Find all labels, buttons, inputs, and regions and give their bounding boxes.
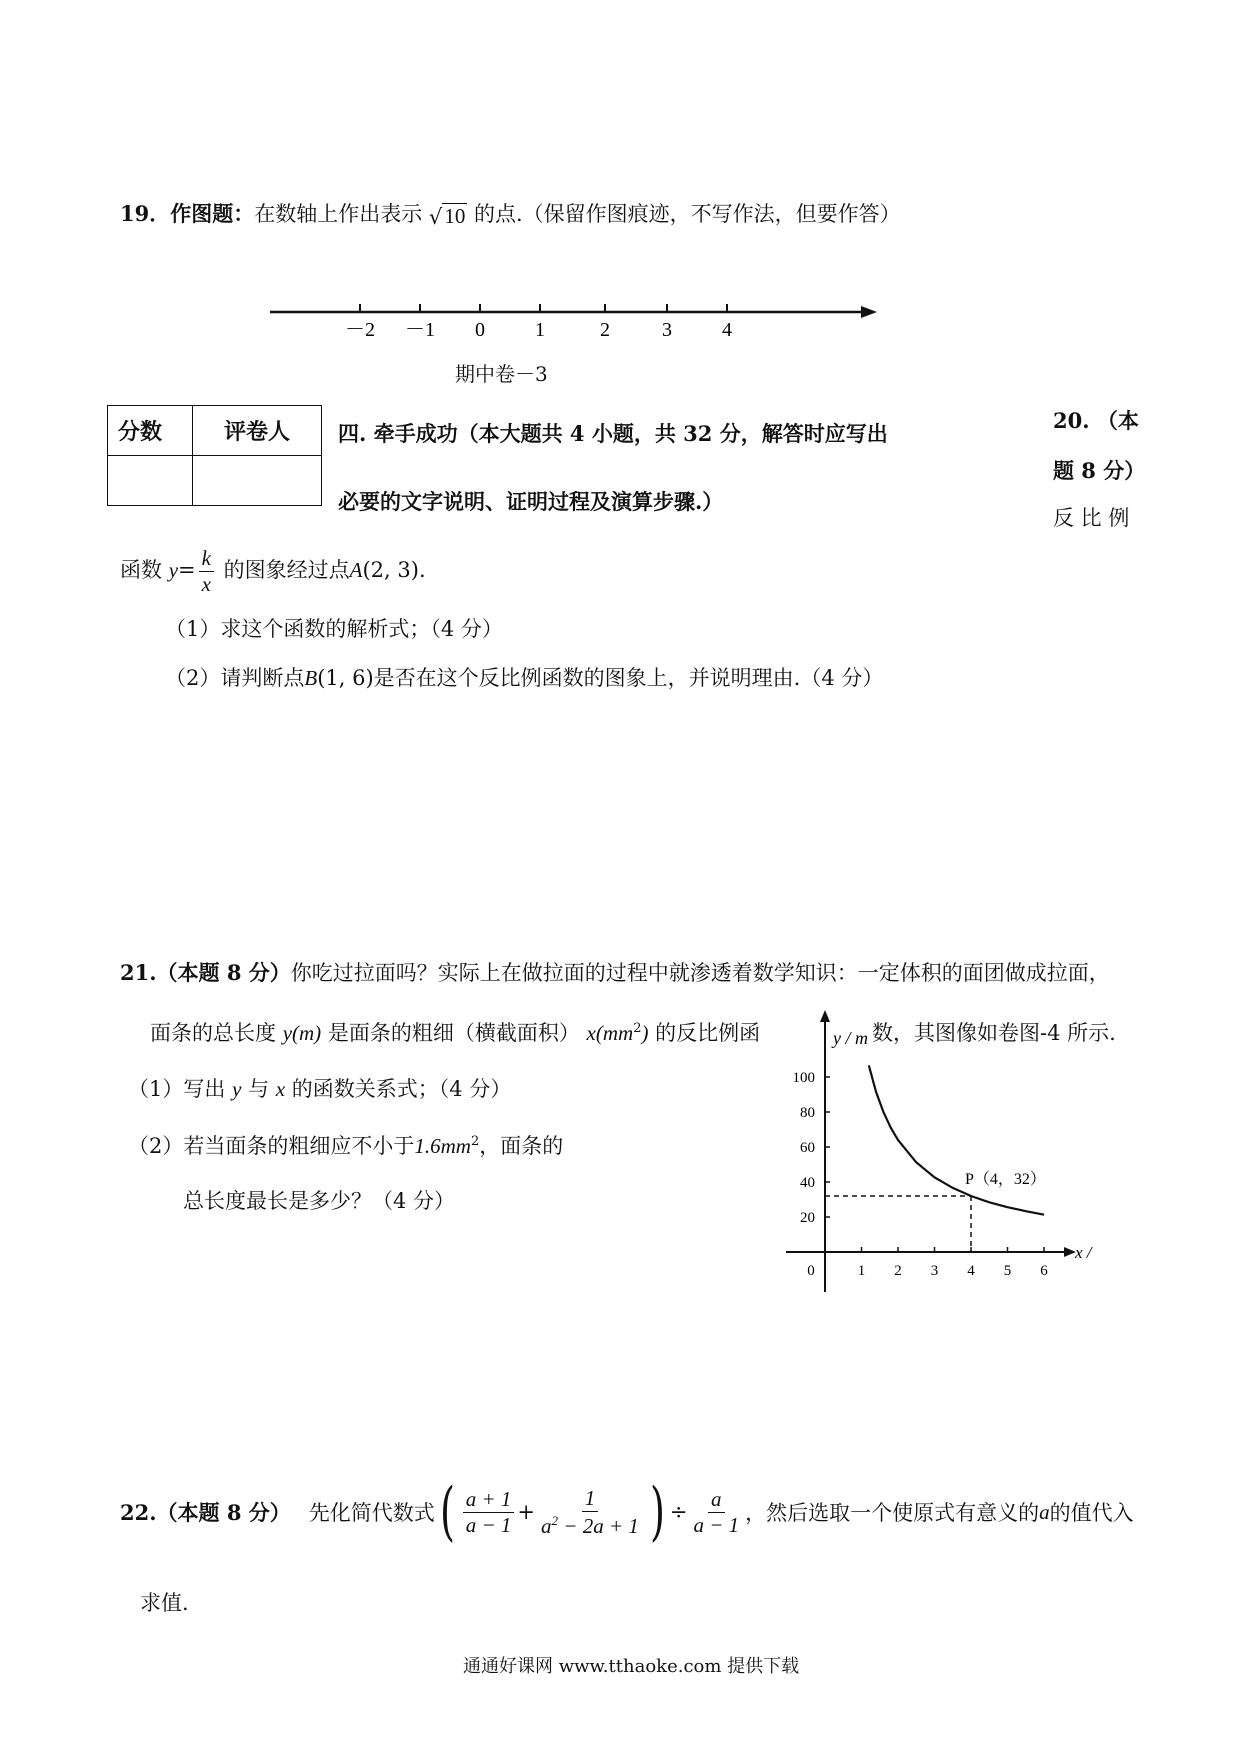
q21-score: （本题 8 分） <box>156 960 291 985</box>
q21-part2 <box>128 1130 563 1160</box>
number-line-label: 3 <box>662 319 672 341</box>
q21-l2c: 的反比例函 <box>655 1021 761 1045</box>
y-axis-arrow-icon <box>820 1010 830 1022</box>
sqrt-10 <box>429 203 467 229</box>
f1-den: a − 1 <box>465 1512 512 1537</box>
y-tick-label: 40 <box>800 1175 815 1191</box>
q21-part1 <box>128 1073 511 1103</box>
var-a: a <box>1039 1499 1050 1524</box>
q20-side-line1: 20. （本 <box>1053 408 1139 433</box>
q21-l2a: 面条的总长度 <box>150 1021 276 1045</box>
x-tick-label: 4 <box>967 1263 975 1279</box>
q20-p2-post: 是否在这个反比例函数的图象上，并说明理由.（4 分） <box>373 666 884 690</box>
y-axis-label: y / m <box>833 1028 868 1048</box>
q20-stmt-end: . <box>418 558 426 582</box>
f2-den-b: − 2a + 1 <box>558 1513 639 1538</box>
fraction-a-over-a-minus-1 <box>690 1486 742 1537</box>
fraction-numerator: k <box>199 548 214 572</box>
grader-cell[interactable] <box>193 456 322 506</box>
footer: 通通好课网 www.tthaoke.com 提供下载 <box>463 1656 800 1677</box>
q21-number: 21. <box>120 960 157 985</box>
grader-label: 评卷人 <box>193 406 322 456</box>
fraction-k-over-x <box>199 548 214 595</box>
y-tick-label: 100 <box>792 1070 815 1086</box>
f2-den-exp: 2 <box>551 1512 559 1528</box>
q22-line2: 求值. <box>140 1591 189 1615</box>
q21-p2-post: ，面条的 <box>479 1134 564 1158</box>
q22-number: 22. <box>120 1499 157 1525</box>
y-tick-label: 20 <box>800 1210 815 1226</box>
inverse-function-chart <box>770 1000 1100 1300</box>
q20-part2 <box>165 662 883 692</box>
var-y: y <box>282 1021 293 1045</box>
number-line <box>265 296 885 346</box>
radicand: 10 <box>444 203 466 228</box>
point-b-coords: (1, 6) <box>317 666 374 690</box>
q21-text1: 你吃过拉面吗？实际上在做拉面的过程中就渗透着数学知识：一定体积的面团做成拉面， <box>290 961 1110 985</box>
section4-line2: 必要的文字说明、证明过程及演算步骤.） <box>338 489 724 514</box>
q20-side-line3: 反 比 例 <box>1053 506 1130 530</box>
q20-stmt-pre: 函数 <box>120 558 162 582</box>
score-label: 分数 <box>108 406 193 456</box>
q22-score: （本题 8 分） <box>156 1500 291 1525</box>
x-axis-label: x / <box>1075 1243 1092 1262</box>
q19-label: 作图题： <box>170 201 255 226</box>
x-unit-pre: (mm <box>595 1021 634 1045</box>
q19-number: 19． <box>120 201 171 226</box>
number-line-label: 2 <box>600 319 610 341</box>
y-unit: (m) <box>292 1021 322 1045</box>
q21-p1-post: 的函数关系式；（4 分） <box>291 1077 512 1101</box>
q21-p2-val: 1.6 <box>414 1134 441 1158</box>
f2-num: 1 <box>582 1488 599 1512</box>
left-paren: ( <box>439 1475 455 1549</box>
f2-den-a: a <box>541 1513 552 1538</box>
q21-p1-mid: 与 <box>248 1077 270 1101</box>
var-x: x <box>275 1077 286 1101</box>
score-table <box>107 405 322 506</box>
x-tick-label: 0 <box>807 1263 815 1279</box>
point-a: A <box>349 558 363 582</box>
q19-statement <box>120 198 901 229</box>
f3-num: a <box>708 1489 725 1513</box>
q20-statement <box>120 548 426 595</box>
number-line-label: 0 <box>475 319 485 341</box>
q22-post: ，然后选取一个使原式有意义的 <box>745 1501 1040 1525</box>
y-tick-label: 80 <box>800 1105 815 1121</box>
q22-pre: 先化简代数式 <box>308 1501 435 1525</box>
q21-line1 <box>120 957 1110 987</box>
q21-part2-line2: 总长度最长是多少？（4 分） <box>183 1189 456 1213</box>
point-b: B <box>304 666 318 690</box>
var-y: y <box>168 558 179 582</box>
point-p-label: P（4，32） <box>965 1171 1046 1188</box>
right-paren: ) <box>649 1475 665 1549</box>
q19-text-before: 在数轴上作出表示 <box>254 202 423 226</box>
plus-sign: + <box>517 1500 536 1524</box>
q21-p2-exp: 2 <box>470 1134 480 1149</box>
q21-p2-pre: （2）若当面条的粗细应不小于 <box>128 1134 415 1158</box>
x-tick-label: 3 <box>930 1263 939 1279</box>
x-unit-exp: 2 <box>633 1021 642 1036</box>
q22-post2: 的值代入 <box>1049 1501 1134 1525</box>
q19-text-after: 的点.（保留作图痕迹，不写作法，但要作答） <box>474 202 901 226</box>
var-y: y <box>232 1077 242 1101</box>
q21-line2-left <box>150 1017 760 1047</box>
x-tick-label: 2 <box>894 1263 902 1279</box>
point-a-coords: (2, 3) <box>362 558 419 582</box>
number-line-label: －1 <box>405 319 435 341</box>
equals-sign: = <box>178 558 196 582</box>
q21-line2-right: 数，其图像如卷图-4 所示. <box>872 1021 1116 1045</box>
q20-stmt-mid: 的图象经过点 <box>223 558 350 582</box>
score-cell[interactable] <box>108 456 193 506</box>
fraction-a-plus-1 <box>463 1486 515 1537</box>
q21-l2b: 是面条的粗细（横截面积） <box>327 1021 580 1045</box>
q19-caption: 期中卷－3 <box>455 362 548 386</box>
f3-den: a − 1 <box>693 1512 740 1537</box>
q20-part1: （1）求这个函数的解析式；（4 分） <box>165 617 503 641</box>
q22-statement <box>120 1475 1134 1549</box>
x-unit-post: ) <box>641 1021 649 1045</box>
x-tick-label: 6 <box>1040 1263 1048 1279</box>
q20-side-line2: 题 8 分） <box>1053 458 1146 483</box>
f2-den <box>538 1512 642 1537</box>
number-line-label: 4 <box>722 319 732 341</box>
y-tick-label: 60 <box>800 1140 815 1156</box>
inverse-curve <box>869 1065 1044 1214</box>
number-line-label: －2 <box>345 319 375 341</box>
fraction-1-over-quadratic <box>538 1485 642 1538</box>
q20-p2-pre: （2）请判断点 <box>165 666 305 690</box>
fraction-denominator: x <box>201 572 211 596</box>
q21-p2-unit: mm <box>440 1134 471 1158</box>
var-x: x <box>586 1021 596 1045</box>
x-tick-label: 1 <box>857 1263 866 1279</box>
divide-sign: ÷ <box>669 1500 688 1524</box>
x-tick-label: 5 <box>1003 1263 1012 1279</box>
f1-num: a + 1 <box>463 1489 515 1513</box>
q21-p1-pre: （1）写出 <box>128 1077 226 1101</box>
radical-sign-icon: √ <box>428 204 443 229</box>
arrow-right-icon <box>861 306 877 318</box>
section4-line1: 四. 牵手成功（本大题共 4 小题，共 32 分，解答时应写出 <box>338 421 888 446</box>
number-line-label: 1 <box>535 319 545 341</box>
